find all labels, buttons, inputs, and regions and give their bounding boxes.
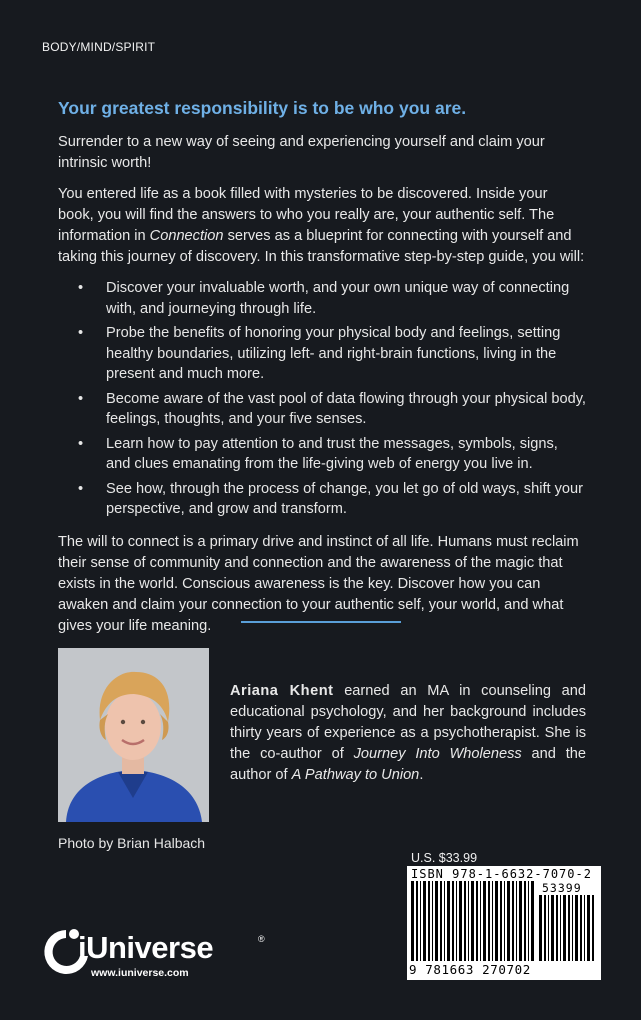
ean-digits: 9 781663 270702 [409,962,531,977]
barcode-bar [428,881,430,961]
barcode-bar [587,895,590,961]
barcode-bar [572,895,573,961]
isbn-label: ISBN 978-1-6632-7070-2 [411,867,592,881]
list-item-text: Become aware of the vast pool of data flowing through your physical body, feelings, thoughts, and your five senses. [106,390,586,427]
barcode-bar [483,881,486,961]
closing-paragraph: The will to connect is a primary drive and instinct of all life. Humans must reclaim their sense of community and connection and the awareness of the magic that exists in the world. Conscious awareness is the key. Discover how you can awaken and claim your connection to your authentic self, your world, and what gives your life meaning. [58,533,579,634]
bio-text-3: . [419,767,424,783]
description-part2: serves as a blueprint for connecting with yourself and taking this journey of discovery. In this transformative step-by-step guide, you will: [58,228,585,265]
barcode-bar [575,895,578,961]
registered-mark: ® [258,934,265,944]
list-item-text: Probe the benefits of honoring your physical body and feelings, setting healthy boundaries, utilizing left- and right-brain functions, living in the present and much more. [106,325,561,382]
price-label: U.S. $33.99 [411,851,478,865]
barcode-bar [440,881,442,961]
bullet-icon: • [78,280,84,296]
author-name: Ariana Khent [230,683,334,699]
list-item [58,323,586,385]
publisher-name: iUniverse [78,930,214,965]
barcode-bar [504,881,505,961]
back-cover-text [58,97,586,647]
author-portrait-icon [58,648,209,822]
barcode-bar [548,895,549,961]
barcode-bar [447,881,450,961]
barcode-bar [516,881,517,961]
bullet-icon: • [78,390,84,407]
photo-credit: Photo by Brian Halbach [58,835,206,851]
barcode-bar [435,881,438,961]
bio-text-1: earned an MA in counseling and educational psychology, and her background includes thirty years of experience as a psychotherapist. She is the co-author of [230,683,586,762]
barcode-bar [568,895,570,961]
category-label: BODY/MIND/SPIRIT [42,40,156,54]
barcode-bar [544,895,546,961]
barcode-bar [580,895,582,961]
section-divider [241,621,401,623]
list-item [58,434,586,475]
barcode-bar [528,881,529,961]
barcode-bar [471,881,474,961]
barcode-bar [420,881,421,961]
barcode-bar [500,881,502,961]
author-bio [230,681,586,786]
ean-barcode-icon [411,881,535,961]
bio-text-2: and the author of [230,746,586,783]
barcode-bar [512,881,514,961]
intro-paragraph: Surrender to a new way of seeing and experiencing yourself and claim your intrinsic worth! [58,134,545,171]
list-item [58,479,586,520]
list-item-text: Discover your invaluable worth, and your own unique way of connecting with, and journeying through life. [106,280,570,317]
book-title-italic: Connection [149,228,224,244]
barcode-bar [444,881,445,961]
barcode-bar [488,881,490,961]
barcode-bar [464,881,466,961]
publisher-url: www.iuniverse.com [91,967,189,979]
list-item-text: Learn how to pay attention to and trust the messages, symbols, signs, and clues emanating from the life-giving web of energy you live in. [106,435,558,472]
bullet-icon: • [78,325,84,341]
price-code: 53399 [542,881,582,895]
barcode-bar [563,895,566,961]
barcode-bar [456,881,457,961]
barcode-bar [411,881,414,961]
book-title-2: A Pathway to Union [291,767,420,783]
barcode-bar [592,895,594,961]
bullet-icon: • [78,480,84,497]
book-title-1: Journey Into Wholeness [353,746,522,762]
benefits-list [58,278,586,520]
list-item [58,278,586,319]
list-item-text: See how, through the process of change, you let go of old ways, shift your perspective, and grow and transform. [106,480,584,517]
barcode-bar [519,881,522,961]
barcode-bar [539,895,542,961]
barcode-bar [492,881,493,961]
addon-barcode-icon [539,895,597,961]
barcode-bar [507,881,510,961]
barcode-bar [551,895,554,961]
isbn-barcode [407,866,601,980]
publisher-logo [40,926,270,981]
barcode-bar [556,895,558,961]
description-paragraph [58,184,586,268]
description-part1: You entered life as a book filled with mysteries to be discovered. Inside your book, you will find the answers to who you really are, your authentic self. The information in [58,186,555,244]
list-item [58,389,586,430]
barcode-bar [584,895,585,961]
barcode-bar [432,881,433,961]
barcode-bar [468,881,469,961]
headline: Your greatest responsibility is to be who you are. [58,98,467,118]
barcode-bar [495,881,498,961]
author-photo [58,648,209,822]
barcode-bar [480,881,481,961]
barcode-bar [459,881,462,961]
barcode-bar [524,881,526,961]
barcode-bar [560,895,561,961]
barcode-bar [531,881,534,961]
barcode-bar [476,881,478,961]
barcode-bar [452,881,454,961]
bullet-icon: • [78,435,84,452]
barcode-bar [416,881,418,961]
barcode-bar [423,881,426,961]
